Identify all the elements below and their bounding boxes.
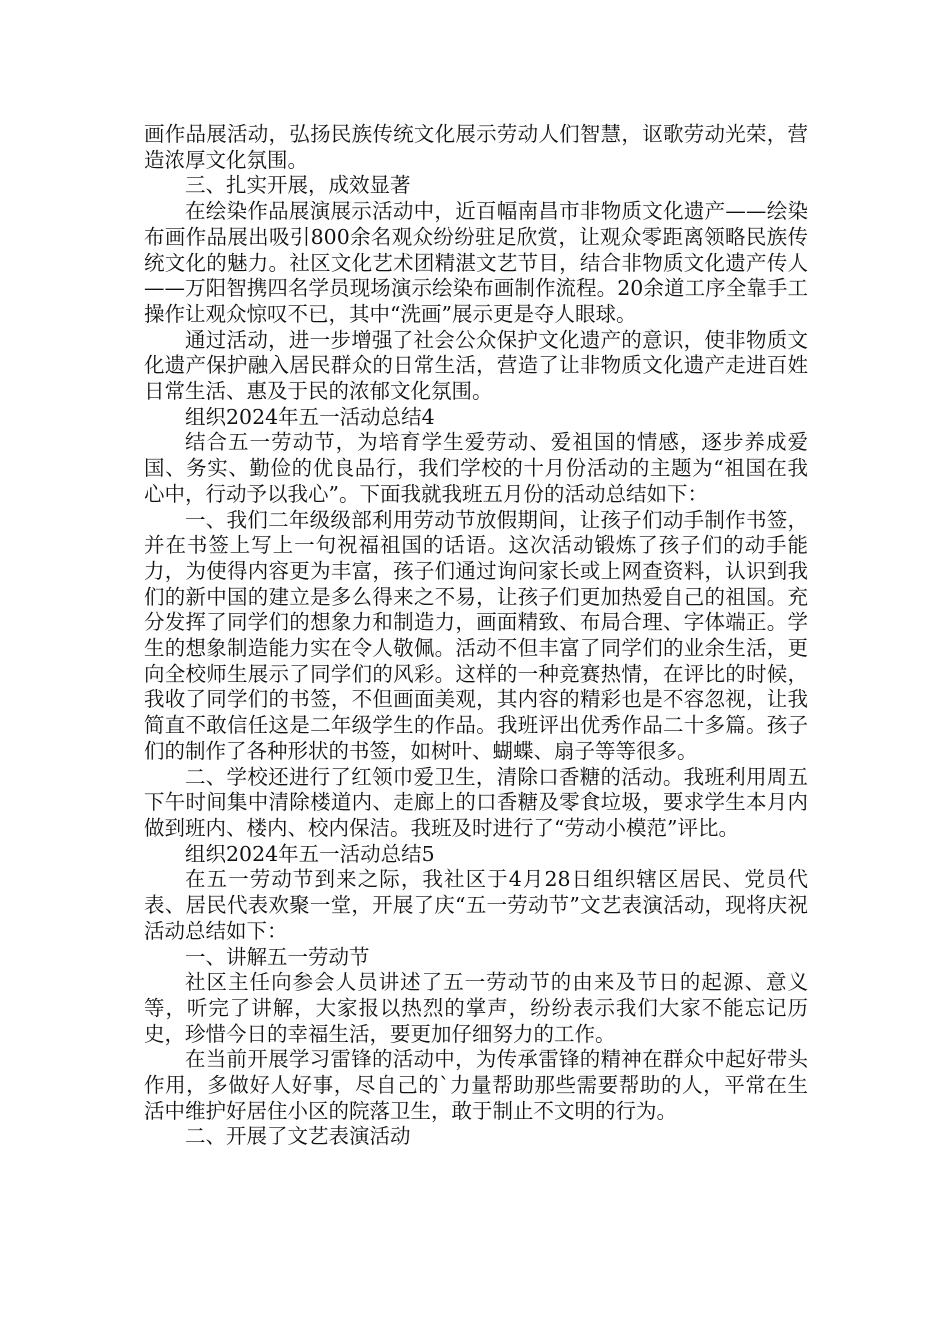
paragraph: 社区主任向参会人员讲述了五一劳动节的由来及节日的起源、意义等，听完了讲解，大家报以热烈的掌声，纷纷表示我们大家不能忘记历史，珍惜今日的幸福生活，要更加仔细努力的工作。 (144, 970, 808, 1046)
section-heading-explain: 一、讲解五一劳动节 (185, 944, 370, 969)
section-heading-results: 三、扎实开展，成效显著 (185, 173, 411, 198)
paragraph: 在当前开展学习雷锋的活动中，为传承雷锋的精神在群众中起好带头作用，多做好人好事，尽自己的`力量帮助那些需要帮助的人，平常在生活中维护好居住小区的院落卫生，敢于制止不文明的行为。 (144, 1047, 808, 1123)
article-title-5: 组织2024年五一活动总结5 (185, 841, 435, 866)
paragraph-continuation: 画作品展活动，弘扬民族传统文化展示劳动人们智慧，讴歌劳动光荣，营造浓厚文化氛围。 (144, 122, 808, 172)
document-body (144, 122, 808, 1150)
section-heading-performance: 二、开展了文艺表演活动 (185, 1124, 411, 1149)
paragraph: 二、学校还进行了红领巾爱卫生，清除口香糖的活动。我班利用周五下午时间集中清除楼道内、走廊上的口香糖及零食垃圾，要求学生本月内做到班内、楼内、校内保洁。我班及时进行了“劳动小模范”评比。 (144, 764, 808, 840)
paragraph: 通过活动，进一步增强了社会公众保护文化遗产的意识，使非物质文化遗产保护融入居民群众的日常生活，营造了让非物质文化遗产走进百姓日常生活、惠及于民的浓郁文化氛围。 (144, 327, 808, 404)
paragraph: 一、我们二年级级部利用劳动节放假期间，让孩子们动手制作书签，并在书签上写上一句祝福祖国的话语。这次活动锻炼了孩子们的动手能力，为使得内容更为丰富，孩子们通过询问家长或上网查资料，认识到我们的新中国的建立是多么得来之不易，让孩子们更加热爱自己的祖国。充分发挥了同学们的想象力和制造力，画面精致、布局合理、字体端正。学生的想象制造能力实在令人敬佩。活动不但丰富了同学们的业余生活，更向全校师生展示了同学们的风彩。这样的一种竞赛热情，在评比的时候，我收了同学们的书签，不但画面美观，其内容的精彩也是不容忽视，让我简直不敢信任这是二年级学生的作品。我班评出优秀作品二十多篇。孩子们的制作了各种形状的书签，如树叶、蝴蝶、扇子等等很多。 (144, 507, 808, 763)
paragraph: 在绘染作品展演展示活动中，近百幅南昌市非物质文化遗产——绘染布画作品展出吸引800余名观众纷纷驻足欣赏，让观众零距离领略民族传统文化的魅力。社区文化艺术团精湛文艺节目，结合非物质文化遗产传人——万阳智携四名学员现场演示绘染布画制作流程。20余道工序全靠手工操作让观众惊叹不已，其中“洗画”展示更是夺人眼球。 (144, 199, 808, 326)
paragraph: 在五一劳动节到来之际，我社区于4月28日组织辖区居民、党员代表、居民代表欢聚一堂，开展了庆“五一劳动节”文艺表演活动，现将庆祝活动总结如下： (144, 867, 808, 943)
paragraph: 结合五一劳动节，为培育学生爱劳动、爱祖国的情感，逐步养成爱国、务实、勤俭的优良品行，我们学校的十月份活动的主题为“祖国在我心中，行动予以我心”。下面我就我班五月份的活动总结如下： (144, 430, 808, 506)
article-title-4: 组织2024年五一活动总结4 (185, 404, 435, 429)
